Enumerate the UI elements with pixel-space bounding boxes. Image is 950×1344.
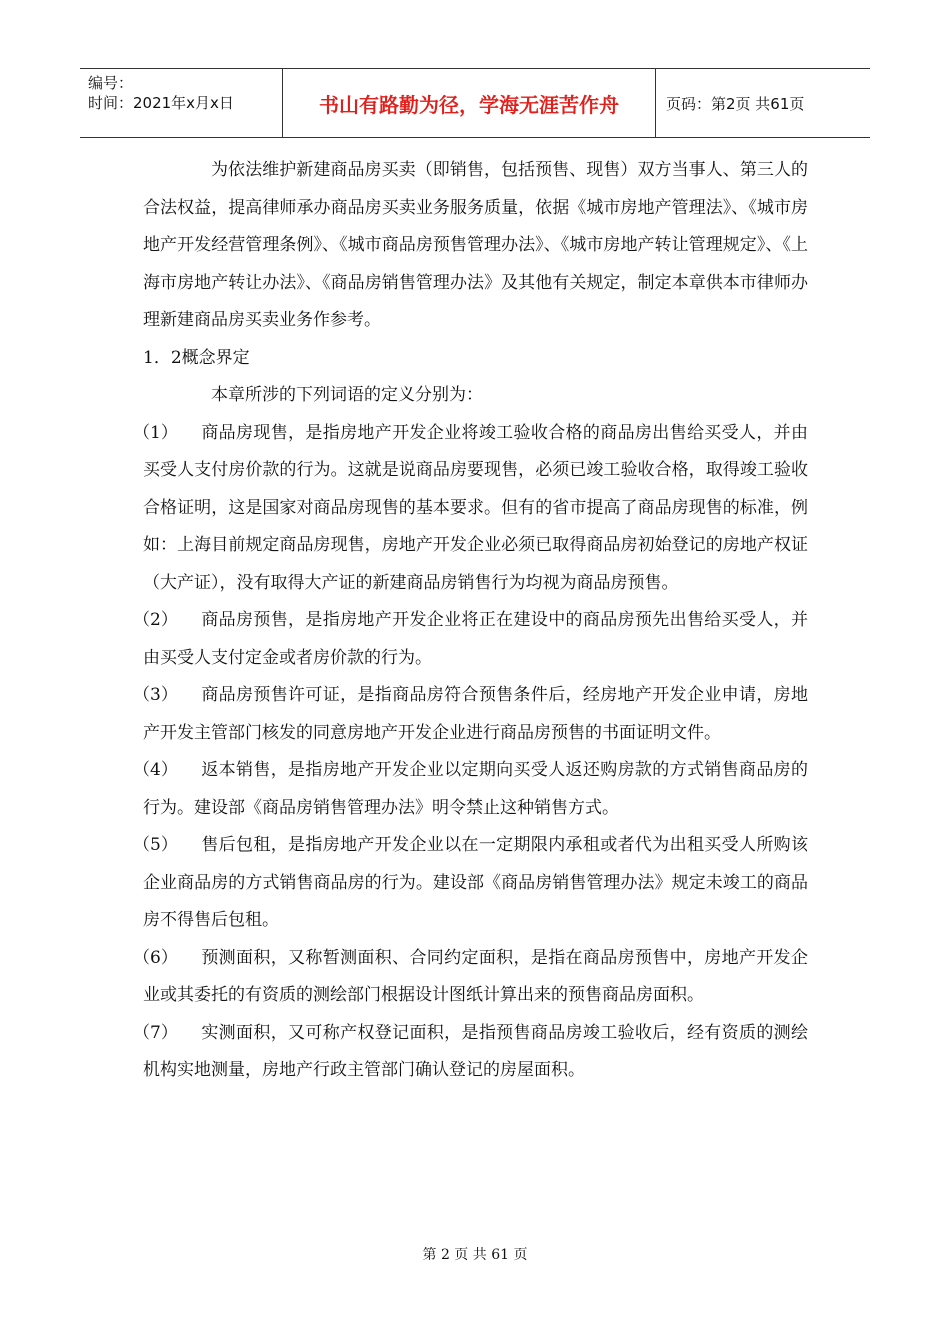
item-number: （2）	[133, 610, 178, 630]
document-body	[133, 152, 808, 1090]
page-header	[80, 68, 870, 138]
definition-item	[133, 677, 808, 752]
item-text: 商品房预售许可证，是指商品房符合预售条件后，经房地产开发企业申请，房地产开发主管部门核发的同意房地产开发企业进行商品房预售的书面证明文件。	[143, 685, 808, 743]
definition-item	[133, 940, 808, 1015]
number-label: 编号：	[88, 74, 134, 92]
definition-item	[133, 602, 808, 677]
item-number: （6）	[133, 947, 178, 968]
item-number: （4）	[133, 760, 178, 780]
definition-item	[133, 827, 808, 940]
item-number: （3）	[133, 685, 178, 705]
section-title: 1．2概念界定	[143, 347, 250, 368]
intro-paragraph: 为依法维护新建商品房买卖（即销售，包括预售、现售）双方当事人、第三人的合法权益，提高律师承办商品房买卖业务服务质量，依据《城市房地产管理法》、《城市房地产开发经营管理条例》、《城市商品房预售管理办法》、《城市房地产转让管理规定》、《上海市房地产转让办法》、《商品房销售管理办法》及其他有关规定，制定本章供本市律师办理新建商品房买卖业务作参考。	[143, 160, 808, 330]
definition-item	[133, 1015, 808, 1090]
page-footer: 第 2 页 共 61 页	[422, 1247, 528, 1263]
definition-item	[133, 752, 808, 827]
item-text: 返本销售，是指房地产开发企业以定期向买受人返还购房款的方式销售商品房的行为。建设部《商品房销售管理办法》明令禁止这种销售方式。	[143, 760, 808, 818]
item-text: 实测面积，又可称产权登记面积，是指预售商品房竣工验收后，经有资质的测绘机构实地测量，房地产行政主管部门确认登记的房屋面积。	[143, 1022, 808, 1080]
lead-paragraph: 本章所涉的下列词语的定义分别为：	[211, 385, 483, 405]
item-text: 预测面积，又称暂测面积、合同约定面积，是指在商品房预售中，房地产开发企业或其委托的有资质的测绘部门根据设计图纸计算出来的预售商品房面积。	[143, 947, 808, 1005]
item-text: 售后包租，是指房地产开发企业以在一定期限内承租或者代为出租买受人所购该企业商品房的方式销售商品房的行为。建设部《商品房销售管理办法》规定未竣工的商品房不得售后包租。	[143, 835, 808, 930]
item-text: 商品房预售，是指房地产开发企业将正在建设中的商品房预先出售给买受人，并由买受人支付定金或者房价款的行为。	[143, 610, 808, 668]
item-number: （5）	[133, 835, 178, 855]
header-motto: 书山有路勤为径，学海无涯苦作舟	[283, 69, 656, 137]
item-number: （1）	[133, 422, 178, 443]
time-label: 时间：2021年x月x日	[88, 94, 234, 112]
header-page-info: 页码：第2页 共61页	[666, 94, 805, 113]
item-text: 商品房现售，是指房地产开发企业将竣工验收合格的商品房出售给买受人，并由买受人支付房价款的行为。这就是说商品房要现售，必须已竣工验收合格，取得竣工验收合格证明，这是国家对商品房现售的基本要求。但有的省市提高了商品房现售的标准，例如：上海目前规定商品房现售，房地产开发企业必须已取得商品房初始登记的房地产权证（大产证），没有取得大产证的新建商品房销售行为均视为商品房预售。	[143, 422, 808, 593]
header-meta	[80, 69, 283, 137]
definition-item	[133, 415, 808, 603]
item-number: （7）	[133, 1022, 178, 1043]
